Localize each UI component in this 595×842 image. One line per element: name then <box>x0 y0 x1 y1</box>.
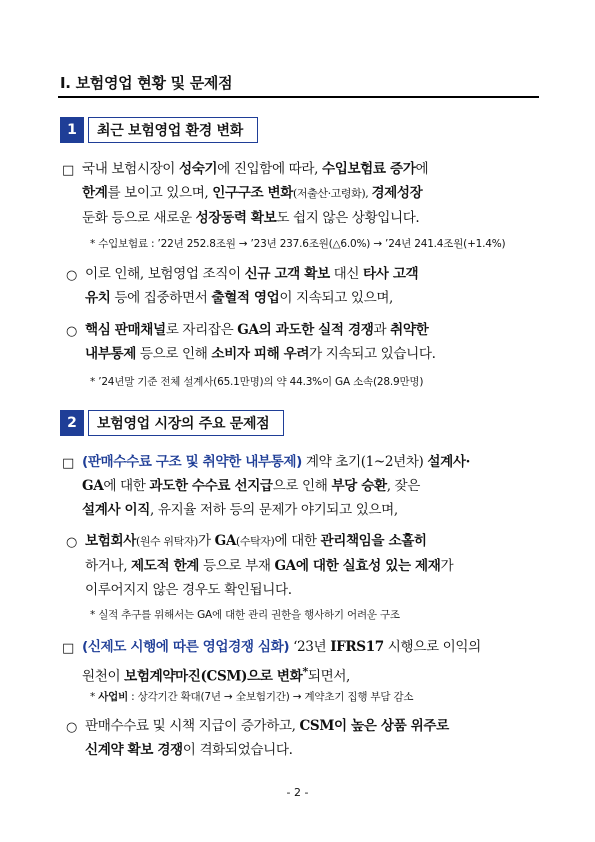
paragraph-new-regulation: (신제도 시행에 따른 영업경쟁 심화) ‘23년 IFRS17 시행으로 이익의 원천이 보험계약마진(CSM)으로 변화*되면서, <box>82 639 481 685</box>
circle-bullet: ○ <box>66 535 78 550</box>
square-bullet: □ <box>62 456 75 471</box>
square-bullet: □ <box>62 163 75 178</box>
circle-bullet: ○ <box>66 324 78 339</box>
paragraph-ga-competition: 핵심 판매채널로 자리잡은 GA의 과도한 실적 경쟁과 취약한 내부통제 등으로 인해 소비자 피해 우려가 지속되고 있습니다. <box>85 322 436 362</box>
heading-2-text: 보험영업 시장의 주요 문제점 <box>88 410 284 436</box>
square-bullet: □ <box>62 641 75 656</box>
paragraph-management-responsibility: 보험회사(원수 위탁자)가 GA(수탁자)에 대한 관리책임을 소홀히 하거나, 제도적 한계 등으로 부재 GA에 대한 실효성 있는 제재가 이루어지지 않은 경우도 확인됩니다. <box>85 533 454 598</box>
heading-2-number: 2 <box>60 410 84 436</box>
paragraph-market-maturity: 국내 보험시장이 성숙기에 진입함에 따라, 수입보험료 증가에 한계를 보이고 있으며, 인구구조 변화(저출산·고령화), 경제성장 둔화 등으로 새로운 성장동력 확보도 쉽지 않은 상황입니다. <box>82 161 429 226</box>
footnote-management-structure: * 실적 추구를 위해서는 GA에 대한 관리 권한을 행사하기 어려운 구조 <box>90 609 400 621</box>
heading-2 <box>60 410 284 436</box>
heading-1-text: 최근 보험영업 환경 변화 <box>88 117 258 143</box>
paragraph-sales-organization: 이로 인해, 보험영업 조직이 신규 고객 확보 대신 타사 고객 유치 등에 집중하면서 출혈적 영업이 지속되고 있으며, <box>85 266 419 306</box>
section-title: Ⅰ. 보험영업 현황 및 문제점 <box>60 74 233 92</box>
circle-bullet: ○ <box>66 268 78 283</box>
page-number: - 2 - <box>286 786 309 799</box>
heading-1-number: 1 <box>60 117 84 143</box>
paragraph-commission-structure: (판매수수료 구조 및 취약한 내부통제) 계약 초기(1~2년차) 설계사· GA에 대한 과도한 수수료 선지급으로 인해 부당 승환, 잦은 설계사 이직, 유지율 저하 등의 문제가 야기되고 있으며, <box>82 454 470 518</box>
heading-1 <box>60 117 258 143</box>
footnote-premium: * 수입보험료 : ’22년 252.8조원 → ’23년 237.6조원(△6.0%) → ’24년 241.4조원(+1.4%) <box>90 238 506 250</box>
paragraph-csm-competition: 판매수수료 및 시책 지급이 증가하고, CSM이 높은 상품 위주로 신계약 확보 경쟁이 격화되었습니다. <box>85 718 449 758</box>
footnote-business-expense: * 사업비 : 상각기간 확대(7년 → 全보험기간) → 계약초기 집행 부담 감소 <box>90 691 414 703</box>
section-divider <box>58 96 539 98</box>
circle-bullet: ○ <box>66 720 78 735</box>
footnote-ga-share: * ’24년말 기준 전체 설계사(65.1만명)의 약 44.3%이 GA 소속(28.9만명) <box>90 376 424 388</box>
